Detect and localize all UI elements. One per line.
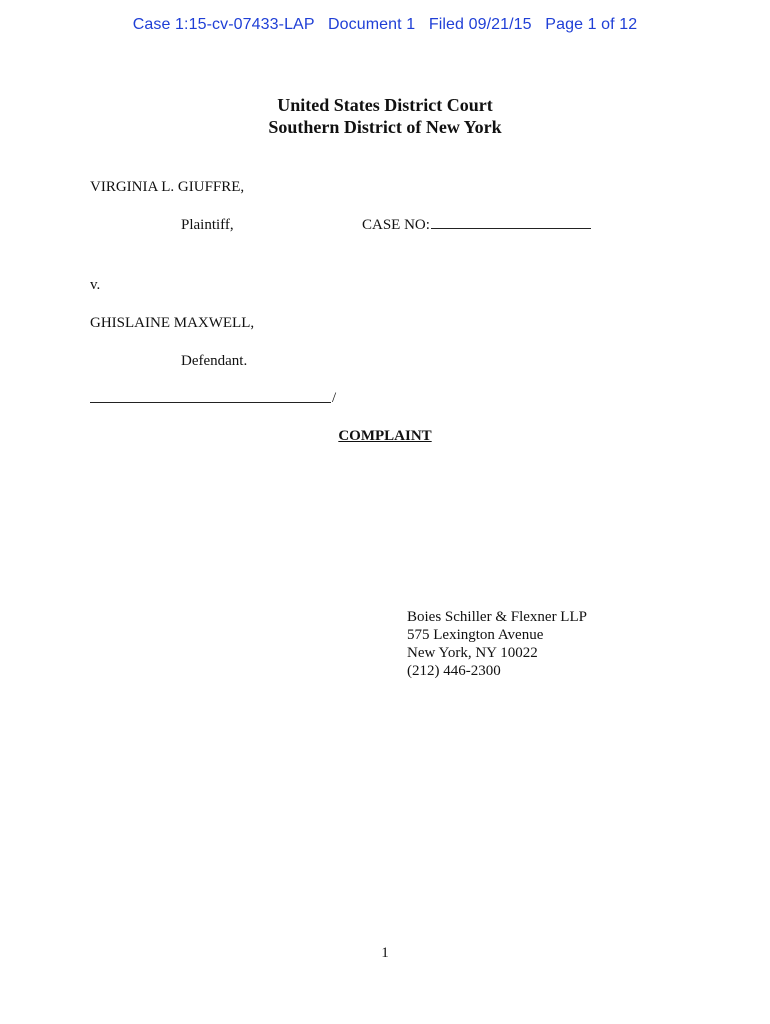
firm-name: Boies Schiller & Flexner LLP [407, 609, 587, 625]
caption-divider-line [90, 402, 331, 403]
ecf-header-stamp: Case 1:15-cv-07433-LAP Document 1 Filed 09/21/15 Page 1 of 12 [132, 16, 638, 33]
defendant-role: Defendant. [181, 353, 248, 369]
firm-address: 575 Lexington Avenue [407, 627, 544, 643]
case-number-label: CASE NO: [362, 217, 430, 233]
court-name-line1: United States District Court [277, 95, 493, 115]
document-title: COMPLAINT [338, 428, 432, 444]
case-number-field [362, 216, 591, 234]
firm-phone: (212) 446-2300 [407, 663, 501, 679]
case-number-blank-line [431, 216, 591, 229]
firm-city: New York, NY 10022 [407, 645, 538, 661]
caption-divider-slash: / [332, 390, 337, 406]
defendant-name: GHISLAINE MAXWELL, [90, 315, 255, 331]
court-name-line2: Southern District of New York [268, 117, 502, 137]
versus-label: v. [90, 277, 101, 293]
law-firm-block [407, 608, 587, 680]
plaintiff-name: VIRGINIA L. GIUFFRE, [90, 179, 245, 195]
plaintiff-role: Plaintiff, [181, 217, 234, 233]
page-number: 1 [381, 945, 389, 961]
